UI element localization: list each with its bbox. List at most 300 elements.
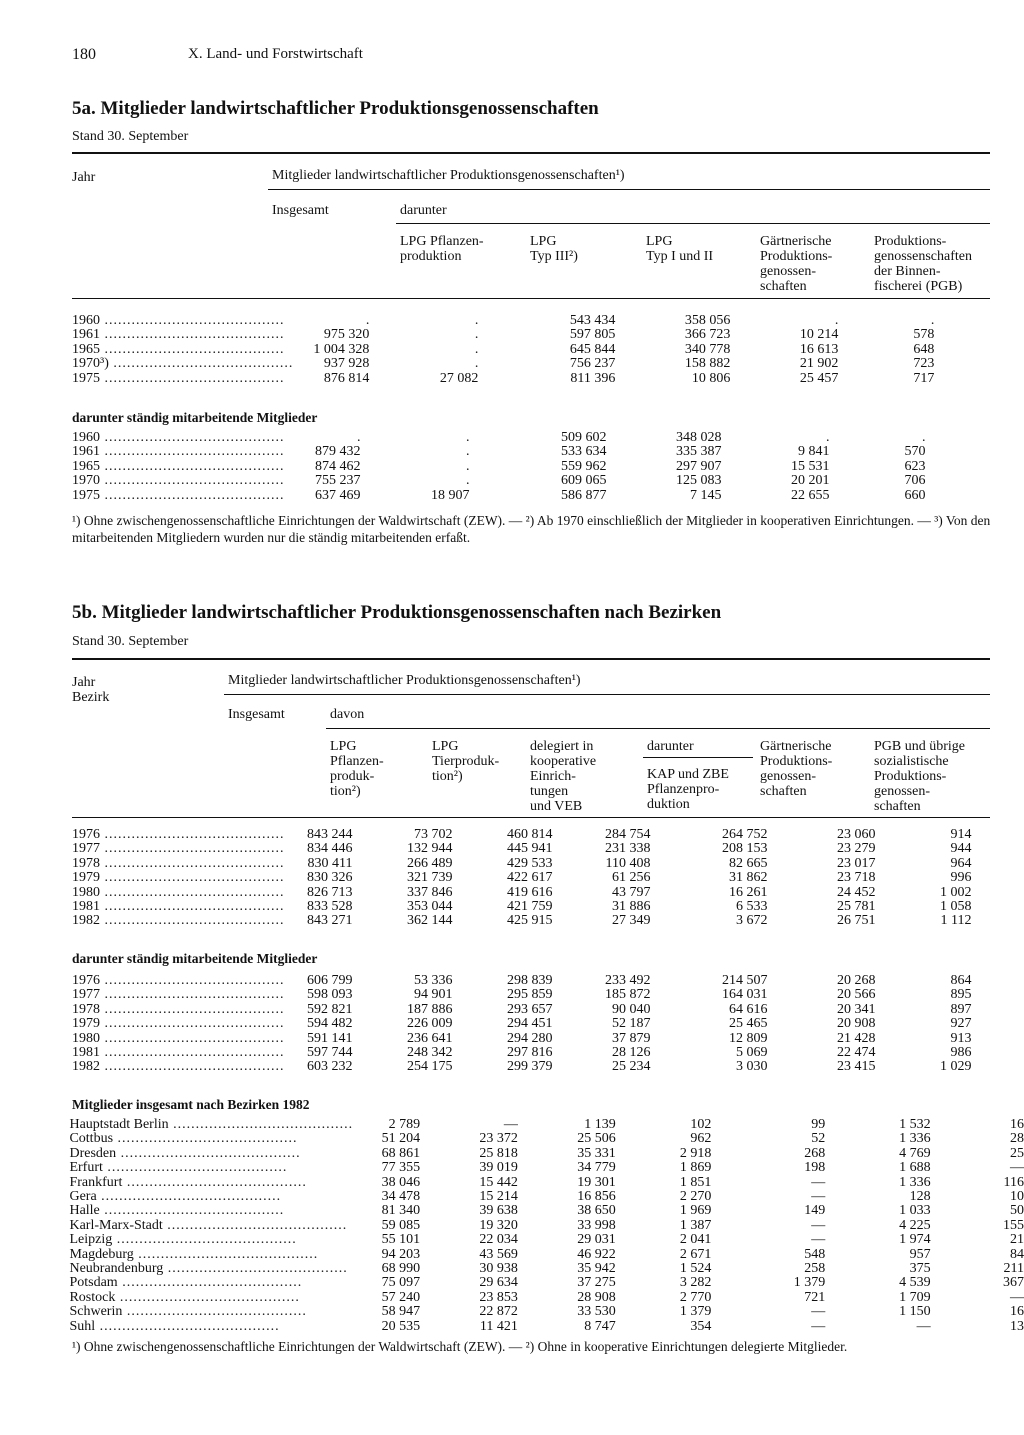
table-cell: 35 942 [577,1261,616,1277]
table-cell: 84 [1010,1246,1024,1262]
table-cell: 721 [804,1289,826,1305]
table-cell: 3 030 [736,1059,768,1075]
leader-dots: ........................................ [100,828,285,842]
table-cell: 591 141 [307,1030,353,1046]
row-label: 1970 [72,474,100,489]
row-label: Magdeburg [69,1247,134,1262]
table-cell: 367 [1003,1275,1024,1291]
table-cell: 284 754 [605,827,651,842]
table-cell: 1 869 [679,1160,712,1176]
table-cell: 1 969 [679,1203,712,1219]
table-cell: 337 846 [407,884,453,900]
leader-dots: ........................................ [168,1118,354,1132]
table-row [0,1190,1024,1204]
leader-dots: ........................................ [100,871,285,886]
table-cell: 294 280 [507,1030,553,1046]
row-label-cell [69,1190,353,1204]
table-cell: 22 474 [837,1045,876,1061]
table-cell: 597 744 [307,1045,353,1061]
table-cell: 15 214 [479,1189,518,1205]
row-label-cell [72,914,285,928]
row-label: 1976 [72,974,100,988]
table-cell: 294 451 [507,1016,553,1032]
row-label: Rostock [69,1290,116,1305]
table-cell: 38 046 [381,1174,421,1190]
leader-dots: ........................................ [113,1132,298,1147]
table-5a-title: 5a. Mitglieder landwirtschaftlicher Produktionsgenossenschaften [72,98,599,119]
row-label: 1982 [72,914,100,929]
table-cell: 353 044 [407,899,453,915]
table-cell: 23 060 [837,827,876,842]
leader-dots: ........................................ [100,1031,285,1046]
table-row [0,988,972,1002]
table-cell: 623 [904,458,926,474]
table-5b-group3-heading: Mitglieder insgesamt nach Bezirken 1982 [72,1097,310,1112]
table-cell: 43 569 [479,1246,518,1262]
row-label: Dresden [69,1146,117,1161]
row-label-cell [72,857,285,871]
table-row [0,1219,1024,1233]
table-cell: 421 759 [507,899,553,915]
row-label: 1981 [72,900,100,915]
table-cell: 354 [690,1318,712,1334]
table-cell: 295 859 [507,987,553,1003]
row-label-cell [69,1219,353,1233]
table-cell: 37 879 [612,1030,651,1046]
table-cell: 75 097 [381,1275,421,1291]
table-cell: 34 478 [381,1189,421,1205]
leader-dots: ........................................ [100,342,285,357]
table-cell: . [466,430,470,445]
table-5a-footnote: ¹) Ohne zwischengenossenschaftliche Einrichtungen der Waldwirtschaft (ZEW). — ²) Ab 1970 einschließlich der Mitglieder in kooperativen Einrichtungen. — ³) Von den mitarbeitenden Mitgliedern wurden nur die ständig mitarbeitenden erfaßt. [72,513,991,545]
table-cell: 603 232 [307,1059,353,1075]
rule [268,189,990,190]
table-cell: 214 507 [722,973,768,988]
row-label-cell [72,343,293,357]
table-cell: 187 886 [407,1001,453,1017]
row-label: 1981 [72,1046,100,1061]
table-cell: 29 031 [577,1232,616,1248]
table-row [0,857,972,871]
table-cell: 2 671 [679,1246,712,1262]
leader-dots: ........................................ [100,371,285,386]
table-cell: 937 928 [323,356,370,372]
table-cell: 27 082 [439,370,479,386]
table-cell: 16 856 [577,1189,616,1205]
leader-dots: ........................................ [100,431,285,445]
row-label-cell [69,1204,353,1218]
row-label: Karl-Marx-Stadt [69,1218,163,1233]
table-cell: 425 915 [507,913,553,929]
table-cell: . [365,313,370,328]
row-label-cell [72,445,285,459]
col-header-lpg-tier: LPG Tierproduk- tion²) [432,739,500,784]
table-5b-title: 5b. Mitglieder landwirtschaftlicher Produktionsgenossenschaften nach Bezirken [72,602,722,623]
table-row [0,1320,1024,1334]
row-label-cell [72,328,293,342]
row-label-cell [72,1060,285,1074]
col-header-darunter: darunter [647,739,694,754]
table-cell: 39 019 [479,1160,518,1176]
table-cell: 298 839 [507,973,553,988]
table-cell: 1 387 [679,1217,712,1233]
table-cell: . [474,313,479,328]
table-cell: 128 [909,1189,931,1205]
table-cell: . [930,313,935,328]
table-cell: 597 805 [569,327,616,343]
row-label-cell [72,988,285,1002]
table-5a-group1 [0,314,1011,386]
table-cell: 116 [1003,1174,1024,1190]
table-cell: . [474,341,479,357]
row-label: 1980 [72,885,100,900]
table-cell: 297 816 [507,1045,553,1061]
table-cell: 20 566 [837,987,876,1003]
table-cell: 25 234 [612,1059,651,1075]
row-label-cell [69,1276,353,1290]
col-header-main: Mitglieder landwirtschaftlicher Produktionsgenossenschaften¹) [228,673,581,688]
table-cell: 4 539 [899,1275,931,1291]
leader-dots: ........................................ [100,445,285,460]
table-cell: 706 [904,473,926,489]
table-cell: 15 531 [791,458,830,474]
row-label-cell [69,1233,353,1247]
row-label: Gera [69,1190,97,1205]
leader-dots: ........................................ [100,328,285,343]
col-header-insgesamt: Insgesamt [228,707,285,722]
table-cell: 1 379 [679,1304,712,1320]
table-cell: — [1010,1160,1024,1176]
leader-dots: ........................................ [162,1218,348,1233]
table-cell: — [503,1117,518,1132]
row-label: Potsdam [69,1276,118,1291]
table-cell: 2 270 [679,1189,712,1205]
table-row [0,1291,1024,1305]
rule [72,658,990,660]
table-cell: 12 809 [729,1030,768,1046]
row-label: Erfurt [69,1161,103,1176]
table-cell: 548 [804,1246,826,1262]
table-cell: 1 058 [940,899,972,915]
table-cell: 811 396 [570,370,616,386]
row-label-cell [72,357,293,371]
table-cell: 1 004 328 [313,341,370,357]
table-5a-stand: Stand 30. September [72,129,189,144]
row-label: 1977 [72,842,100,857]
table-row [0,871,972,885]
col-header-jahr-bezirk: Jahr Bezirk [72,675,110,705]
table-cell: . [466,458,470,474]
table-cell: 645 844 [569,341,616,357]
leader-dots: ........................................ [95,1319,280,1334]
table-cell: 27 349 [612,913,651,929]
table-cell: 21 [1010,1232,1024,1248]
table-cell: 125 083 [676,473,722,489]
row-label: Halle [69,1204,100,1219]
table-cell: 348 028 [676,430,722,445]
table-cell: 876 814 [323,370,370,386]
rule [643,757,753,758]
col-header-darunter: darunter [400,203,447,218]
table-cell: 90 040 [612,1001,651,1017]
table-row [0,328,1011,342]
table-cell: 34 779 [577,1160,616,1176]
row-label-cell [72,1017,285,1031]
row-label: 1979 [72,1017,100,1032]
col-header-lpg-pflanzen: LPG Pflanzen- produktion [400,234,484,264]
row-label: 1982 [72,1060,100,1075]
table-cell: 16 261 [729,884,768,900]
table-cell: 362 144 [407,913,453,929]
table-cell: 19 320 [479,1217,518,1233]
table-cell: 25 818 [479,1145,518,1161]
table-cell: 94 203 [381,1246,421,1262]
table-cell: 82 665 [729,855,768,871]
table-row [0,1248,1024,1262]
table-cell: 231 338 [605,841,651,857]
row-label: Leipzig [69,1233,113,1248]
table-cell: 927 [950,1016,972,1032]
leader-dots: ........................................ [100,1002,285,1017]
table-cell: 19 301 [577,1174,616,1190]
row-label: Suhl [69,1319,96,1334]
leader-dots: ........................................ [100,474,285,489]
col-header-pgb: PGB und übrige sozialistische Produktions- genossen- schaften [874,739,965,814]
row-label-cell [72,886,285,900]
table-row [0,357,1011,371]
table-cell: — [811,1217,826,1233]
table-cell: 22 034 [479,1232,518,1248]
table-row [0,1046,972,1060]
table-cell: 185 872 [605,987,651,1003]
row-label: 1961 [72,445,100,460]
table-row [0,1204,1024,1218]
table-cell: 6 533 [736,899,768,915]
table-cell: 20 341 [837,1001,876,1017]
table-cell: 33 998 [577,1217,616,1233]
table-cell: 419 616 [507,884,553,900]
table-cell: 895 [950,987,972,1003]
table-cell: 10 214 [799,327,839,343]
table-cell: — [811,1318,826,1334]
table-cell: 55 101 [381,1232,421,1248]
table-cell: 20 908 [837,1016,876,1032]
table-5b-group3 [0,1118,1024,1334]
table-cell: 236 641 [407,1030,453,1046]
table-cell: 21 428 [837,1030,876,1046]
rule [326,728,990,729]
table-cell: 20 201 [791,473,830,489]
table-cell: 1 139 [584,1117,616,1132]
table-cell: 297 907 [676,458,722,474]
row-label-cell [69,1291,353,1305]
table-cell: 52 187 [612,1016,651,1032]
table-cell: 110 408 [605,855,651,871]
row-label-cell [72,1003,285,1017]
table-cell: 2 918 [679,1145,712,1161]
row-label: 1965 [72,342,100,357]
table-cell: 648 [913,341,935,357]
table-cell: 1 150 [899,1304,931,1320]
table-5a-group2-heading: darunter ständig mitarbeitende Mitglieder [72,410,318,425]
table-cell: 20 535 [381,1318,421,1334]
table-cell: 4 769 [899,1145,931,1161]
table-cell: 3 282 [679,1275,712,1291]
table-cell: 18 907 [431,487,470,503]
table-cell: 445 941 [507,841,553,857]
table-cell: 592 821 [307,1001,353,1017]
table-cell: 13 [1010,1318,1024,1334]
table-row [0,1233,1024,1247]
table-cell: 755 237 [315,473,361,489]
table-row [0,460,1003,474]
row-label: 1975 [72,488,100,503]
table-cell: 233 492 [605,973,651,988]
table-cell: 31 862 [729,870,768,886]
leader-dots: ........................................ [115,1290,300,1305]
table-cell: 46 922 [577,1246,616,1262]
table-row [0,474,1003,488]
table-cell: 58 947 [381,1304,421,1320]
table-cell: 102 [690,1117,712,1132]
table-cell: 15 442 [479,1174,518,1190]
row-label: 1960 [72,431,100,445]
table-cell: 94 901 [414,987,453,1003]
table-cell: 35 331 [577,1145,616,1161]
table-cell: 335 387 [676,444,722,460]
table-cell: . [466,473,470,489]
table-cell: 375 [909,1261,931,1277]
col-header-main: Mitglieder landwirtschaftlicher Produktionsgenossenschaften¹) [272,168,625,183]
col-header-insgesamt: Insgesamt [272,203,329,218]
row-label-cell [72,431,285,445]
table-cell: 559 962 [561,458,607,474]
table-row [0,1003,972,1017]
table-cell: 11 421 [479,1318,518,1334]
table-cell: 164 031 [722,987,768,1003]
table-5b-stand: Stand 30. September [72,634,189,649]
leader-dots: ........................................ [100,1017,285,1032]
table-cell: 996 [950,870,972,886]
row-label: 1975 [72,371,100,386]
table-cell: 606 799 [307,973,353,988]
table-cell: 23 853 [479,1289,518,1305]
table-cell: 321 739 [407,870,453,886]
table-cell: 570 [904,444,926,460]
table-cell: 59 085 [381,1217,421,1233]
table-cell: 52 [811,1131,826,1147]
table-cell: 879 432 [315,444,361,460]
table-cell: 16 [1010,1117,1024,1132]
table-cell: 25 506 [577,1131,616,1147]
table-5b-group2-heading: darunter ständig mitarbeitende Mitglieder [72,951,318,966]
table-cell: — [1010,1289,1024,1305]
table-cell: 1 532 [899,1117,931,1132]
table-cell: — [811,1304,826,1320]
table-cell: 660 [904,487,926,503]
table-row [0,886,972,900]
table-row [0,828,972,842]
table-cell: — [811,1232,826,1248]
table-cell: 897 [950,1001,972,1017]
table-cell: 23 718 [837,870,876,886]
table-row [0,1147,1024,1161]
chapter-title: X. Land- und Forstwirtschaft [188,46,363,62]
table-row [0,445,1003,459]
table-cell: 8 747 [584,1318,616,1334]
row-label-cell [69,1305,353,1319]
table-cell: 266 489 [407,855,453,871]
table-5b-group1 [0,828,972,929]
table-cell: 358 056 [684,313,731,328]
table-row [0,1305,1024,1319]
table-cell: 509 602 [561,430,607,445]
leader-dots: ........................................ [100,842,285,857]
table-cell: 50 [1010,1203,1024,1219]
leader-dots: ........................................ [122,1305,307,1320]
table-cell: 834 446 [307,841,353,857]
table-cell: 1 002 [940,884,972,900]
table-cell: 964 [950,855,972,871]
row-label: 1980 [72,1031,100,1046]
table-cell: 26 751 [837,913,876,929]
table-row [0,372,1011,386]
table-cell: 132 944 [407,841,453,857]
table-cell: 211 [1003,1261,1024,1277]
table-cell: . [466,444,470,460]
table-cell: 1 029 [940,1059,972,1075]
table-cell: 25 [1010,1145,1024,1161]
table-cell: 1 336 [899,1131,931,1147]
leader-dots: ........................................ [100,885,285,900]
row-label-cell [72,974,285,988]
table-cell: 29 634 [479,1275,518,1291]
table-cell: 30 938 [479,1261,518,1277]
table-cell: 340 778 [684,341,731,357]
table-cell: . [834,313,839,328]
table-cell: 226 009 [407,1016,453,1032]
table-row [0,431,1003,445]
row-label-cell [69,1147,353,1161]
table-cell: 293 657 [507,1001,553,1017]
table-cell: 21 902 [799,356,839,372]
table-cell: 43 797 [612,884,651,900]
leader-dots: ........................................ [100,900,285,915]
table-cell: 913 [950,1030,972,1046]
table-cell: 158 882 [684,356,731,372]
table-cell: 986 [950,1045,972,1061]
col-header-jahr: Jahr [72,170,96,185]
table-cell: . [357,430,361,445]
row-label-cell [72,842,285,856]
row-label: 1961 [72,328,100,343]
table-cell: 1 688 [899,1160,931,1176]
table-cell: 717 [913,370,935,386]
table-cell: 10 806 [691,370,731,386]
table-row [0,1032,972,1046]
leader-dots: ........................................ [100,856,285,871]
rule [396,223,990,224]
table-cell: 23 279 [837,841,876,857]
row-label-cell [69,1132,353,1146]
col-header-pgb: Produktions- genossenschaften der Binnen- fischerei (PGB) [874,234,972,294]
table-cell: 155 [1003,1217,1024,1233]
row-label-cell [72,314,293,328]
table-cell: 208 153 [722,841,768,857]
table-cell: 830 411 [307,855,353,871]
rule [224,694,990,695]
row-label-cell [69,1176,353,1190]
